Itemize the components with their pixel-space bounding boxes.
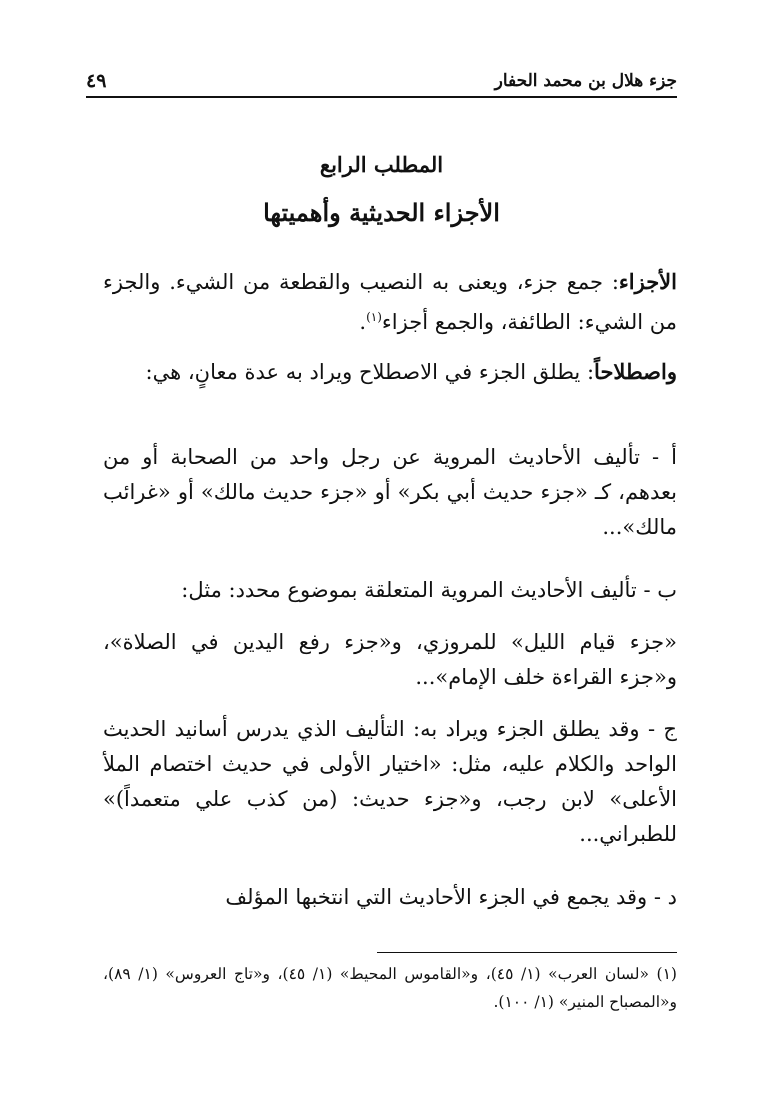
page-number: ٤٩ — [86, 70, 107, 92]
paragraph-item-c: ج - وقد يطلق الجزء ويراد به: التأليف الذي يدرس أسانيد الحديث الواحد والكلام عليه، مثل: «اختيار الأولى في حديث اختصام الملأ الأعلى» لابن رجب، و«جزء حديث: (من كذب علي متعمداً)» للطبراني... — [103, 717, 677, 846]
footnote-divider — [377, 952, 677, 953]
running-head: جزء هلال بن محمد الحفار — [494, 71, 677, 91]
term-ajza: الأجزاء — [618, 269, 677, 294]
term-istilahan: واصطلاحاً — [594, 359, 677, 384]
page-header — [86, 62, 677, 98]
section-title: الأجزاء الحديثية وأهميتها — [263, 198, 500, 227]
paragraph-item-a: أ - تأليف الأحاديث المروية عن رجل واحد من الصحابة أو من بعدهم، كـ «جزء حديث أبي بكر» أو «جزء حديث مالك» أو «غرائب مالك»... — [103, 445, 677, 539]
paragraph-item-d: د - وقد يجمع في الجزء الأحاديث التي انتخبها المؤلف — [225, 885, 677, 909]
paragraph-end: . — [359, 310, 367, 334]
paragraph-definition-lexical — [103, 264, 677, 340]
paragraph-item-b: ب - تأليف الأحاديث المروية المتعلقة بموضوع محدد: مثل: — [181, 578, 677, 602]
footnote-marker[interactable]: (١) — [366, 310, 382, 324]
paragraph-text: : يطلق الجزء في الاصطلاح ويراد به عدة معانٍ، هي: — [145, 360, 595, 384]
paragraph-item-b-examples: «جزء قيام الليل» للمروزي، و«جزء رفع اليدين في الصلاة»، و«جزء القراءة خلف الإمام»... — [103, 630, 677, 689]
paragraph-definition-technical — [103, 354, 677, 390]
section-subtitle: المطلب الرابع — [319, 152, 444, 177]
footnote: (١) «لسان العرب» (١/ ٤٥)، و«القاموس المحيط» (١/ ٤٥)، و«تاج العروس» (١/ ٨٩)، و«المصباح المنير» (١/ ١٠٠). — [103, 965, 677, 1011]
paragraph-text: : جمع جزء، ويعنى به النصيب والقطعة من الشيء. والجزء من الشيء: الطائفة، والجمع أجزاء — [103, 270, 677, 334]
